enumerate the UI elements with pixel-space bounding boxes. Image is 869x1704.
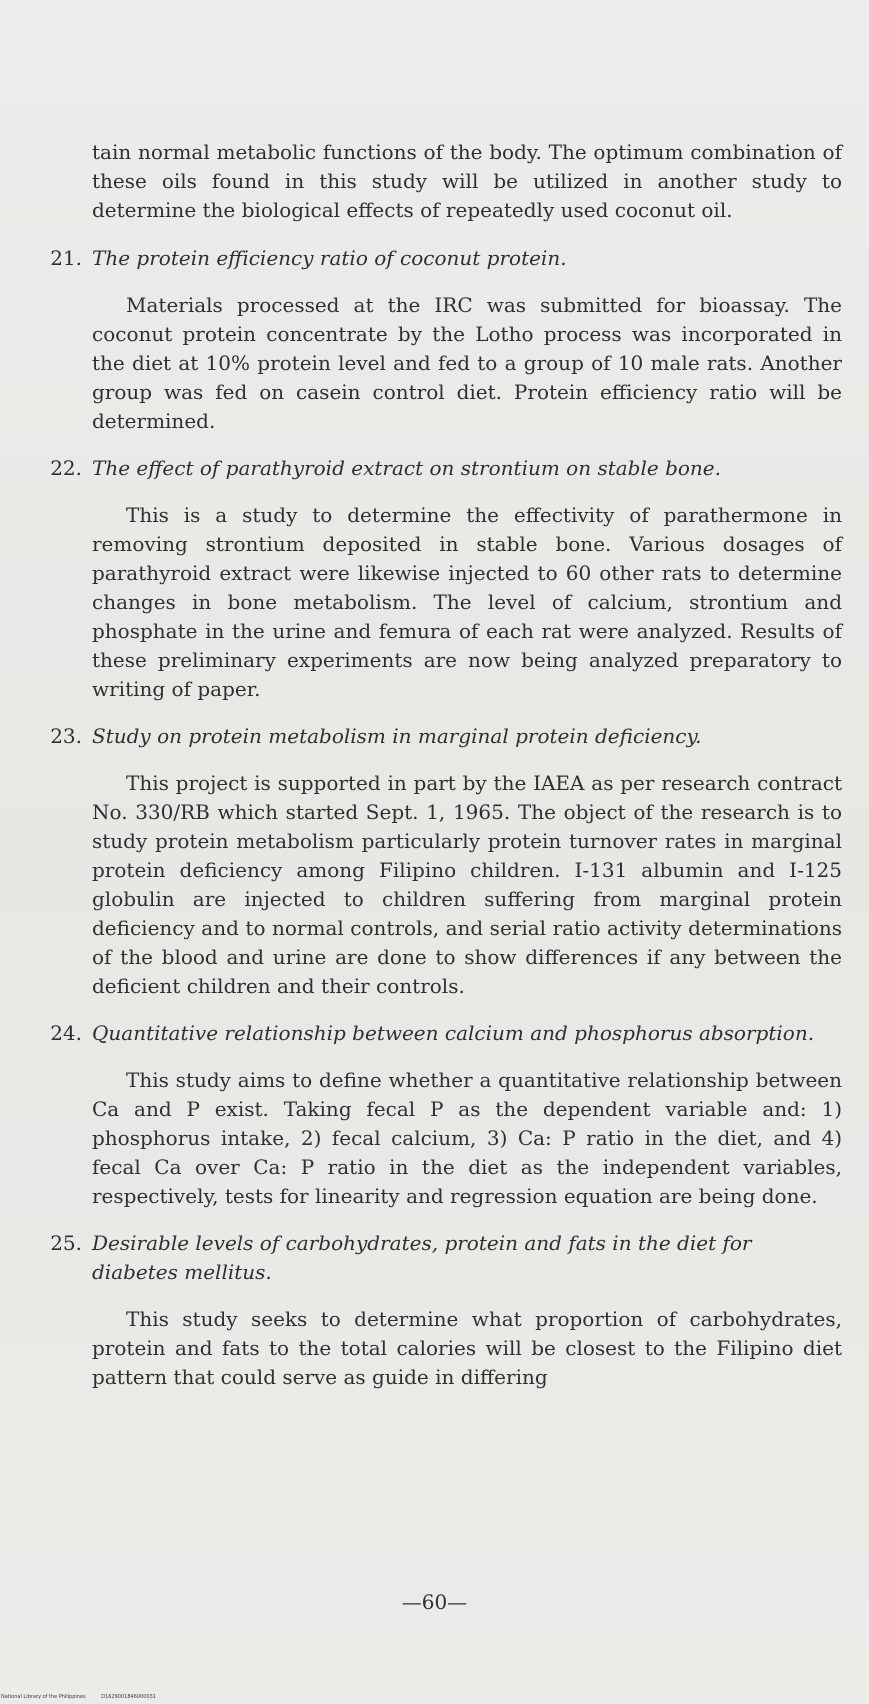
section-heading [50, 454, 842, 483]
section-number: 23. [50, 724, 82, 748]
section-title: The effect of parathyroid extract on strontium on stable bone. [92, 456, 721, 480]
section-heading [50, 722, 842, 751]
section-body: This project is supported in part by the IAEA as per research contract No. 330/RB which started Sept. 1, 1965. The object of the research is to study protein metabolism particularly protein turnover rates in marginal protein deficiency among Filipino children. I-131 albumin and I-125 globulin are injected to children suffering from marginal protein deficiency and to normal controls, and serial ratio activity determinations of the blood and urine are done to show differences if any between the deficient children and their controls. [92, 771, 842, 998]
continuation-paragraph: tain normal metabolic functions of the body. The optimum combination of these oils found in this study will be utilized in another study to determine the biological effects of repeatedly used coconut oil. [92, 140, 842, 222]
section-heading [50, 244, 842, 273]
section-title: Study on protein metabolism in marginal protein deficiency. [92, 724, 702, 748]
page-content [50, 138, 842, 1410]
section-body: Materials processed at the IRC was submitted for bioassay. The coconut protein concentrate by the Lotho process was incorporated in the diet at 10% protein level and fed to a group of 10 male rats. Another group was fed on casein control diet. Protein efficiency ratio will be determined. [92, 293, 842, 433]
section-title: Quantitative relationship between calcium and phosphorus absorption. [92, 1021, 815, 1045]
section-number: 25. [50, 1231, 82, 1255]
archive-stamp [1, 1694, 156, 1701]
section-number: 22. [50, 456, 82, 480]
section-number: 24. [50, 1021, 82, 1045]
archive-code: D1629001846000031 [101, 1694, 156, 1700]
section-body: This study seeks to determine what proportion of carbohydrates, protein and fats to the total calories will be closest to the Filipino diet pattern that could serve as guide in differing [92, 1307, 842, 1389]
section-title: Desirable levels of carbohydrates, protein and fats in the diet for diabetes mellitus. [92, 1231, 752, 1284]
section-body: This is a study to determine the effectivity of parathermone in removing strontium deposited in stable bone. Various dosages of parathyroid extract were likewise injected to 60 other rats to determine changes in bone metabolism. The level of calcium, strontium and phosphate in the urine and femura of each rat were analyzed. Results of these preliminary experiments are now being analyzed preparatory to writing of paper. [92, 503, 842, 701]
section-heading [50, 1019, 842, 1048]
section-25 [50, 1229, 842, 1392]
section-number: 21. [50, 246, 82, 270]
section-23 [50, 722, 842, 1001]
archive-institution: National Library of the Philippines [1, 1694, 86, 1700]
section-title: The protein efficiency ratio of coconut protein. [92, 246, 567, 270]
section-22 [50, 454, 842, 704]
section-24 [50, 1019, 842, 1211]
section-21 [50, 244, 842, 436]
section-body: This study aims to define whether a quantitative relationship between Ca and P exist. Taking fecal P as the dependent variable and: 1) phosphorus intake, 2) fecal calcium, 3) Ca: P ratio in the diet, and 4) fecal Ca over Ca: P ratio in the diet as the independent variables, respectively, tests for linearity and regression equation are being done. [92, 1068, 842, 1208]
section-heading [50, 1229, 842, 1287]
page-number: —60— [401, 1590, 468, 1614]
